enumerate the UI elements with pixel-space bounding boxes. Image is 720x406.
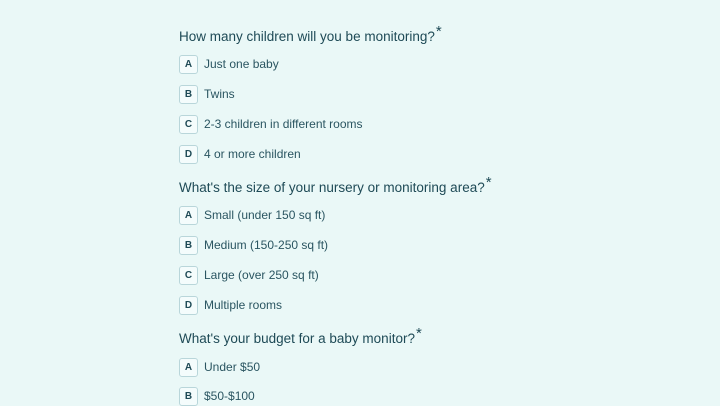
option-key: D xyxy=(179,296,198,315)
option-4-or-more-children[interactable] xyxy=(179,144,301,164)
required-asterisk: * xyxy=(415,325,422,342)
option-label: Medium (150-250 sq ft) xyxy=(204,238,329,252)
option-label: Under $50 xyxy=(204,360,261,374)
option-small[interactable] xyxy=(179,205,325,225)
option-key: D xyxy=(179,145,198,164)
option-medium[interactable] xyxy=(179,235,328,255)
option-label: Large (over 250 sq ft) xyxy=(204,268,319,282)
option-large[interactable] xyxy=(179,265,319,285)
question-text: How many children will you be monitoring? xyxy=(179,29,435,44)
option-50-100[interactable] xyxy=(179,386,255,406)
option-label: Small (under 150 sq ft) xyxy=(204,208,326,222)
question-text: What's your budget for a baby monitor? xyxy=(179,331,415,346)
option-multiple-rooms[interactable] xyxy=(179,295,282,315)
question-budget xyxy=(179,325,422,347)
option-key: B xyxy=(179,387,198,406)
option-under-50[interactable] xyxy=(179,357,260,377)
option-label: $50-$100 xyxy=(204,389,255,403)
option-label: 4 or more children xyxy=(204,147,301,161)
option-twins[interactable] xyxy=(179,84,235,104)
option-just-one-baby[interactable] xyxy=(179,54,279,74)
question-area-size xyxy=(179,174,492,196)
option-key: C xyxy=(179,115,198,134)
option-2-3-children[interactable] xyxy=(179,114,363,134)
option-key: B xyxy=(179,85,198,104)
option-label: Twins xyxy=(204,87,235,101)
option-label: Multiple rooms xyxy=(204,298,283,312)
question-children-count xyxy=(179,23,442,45)
option-key: A xyxy=(179,55,198,74)
required-asterisk: * xyxy=(485,174,492,191)
question-text: What's the size of your nursery or monitoring area? xyxy=(179,180,485,195)
option-key: A xyxy=(179,358,198,377)
option-key: A xyxy=(179,206,198,225)
option-label: Just one baby xyxy=(204,57,279,71)
option-key: C xyxy=(179,266,198,285)
option-key: B xyxy=(179,236,198,255)
option-label: 2-3 children in different rooms xyxy=(204,117,363,131)
required-asterisk: * xyxy=(435,23,442,40)
